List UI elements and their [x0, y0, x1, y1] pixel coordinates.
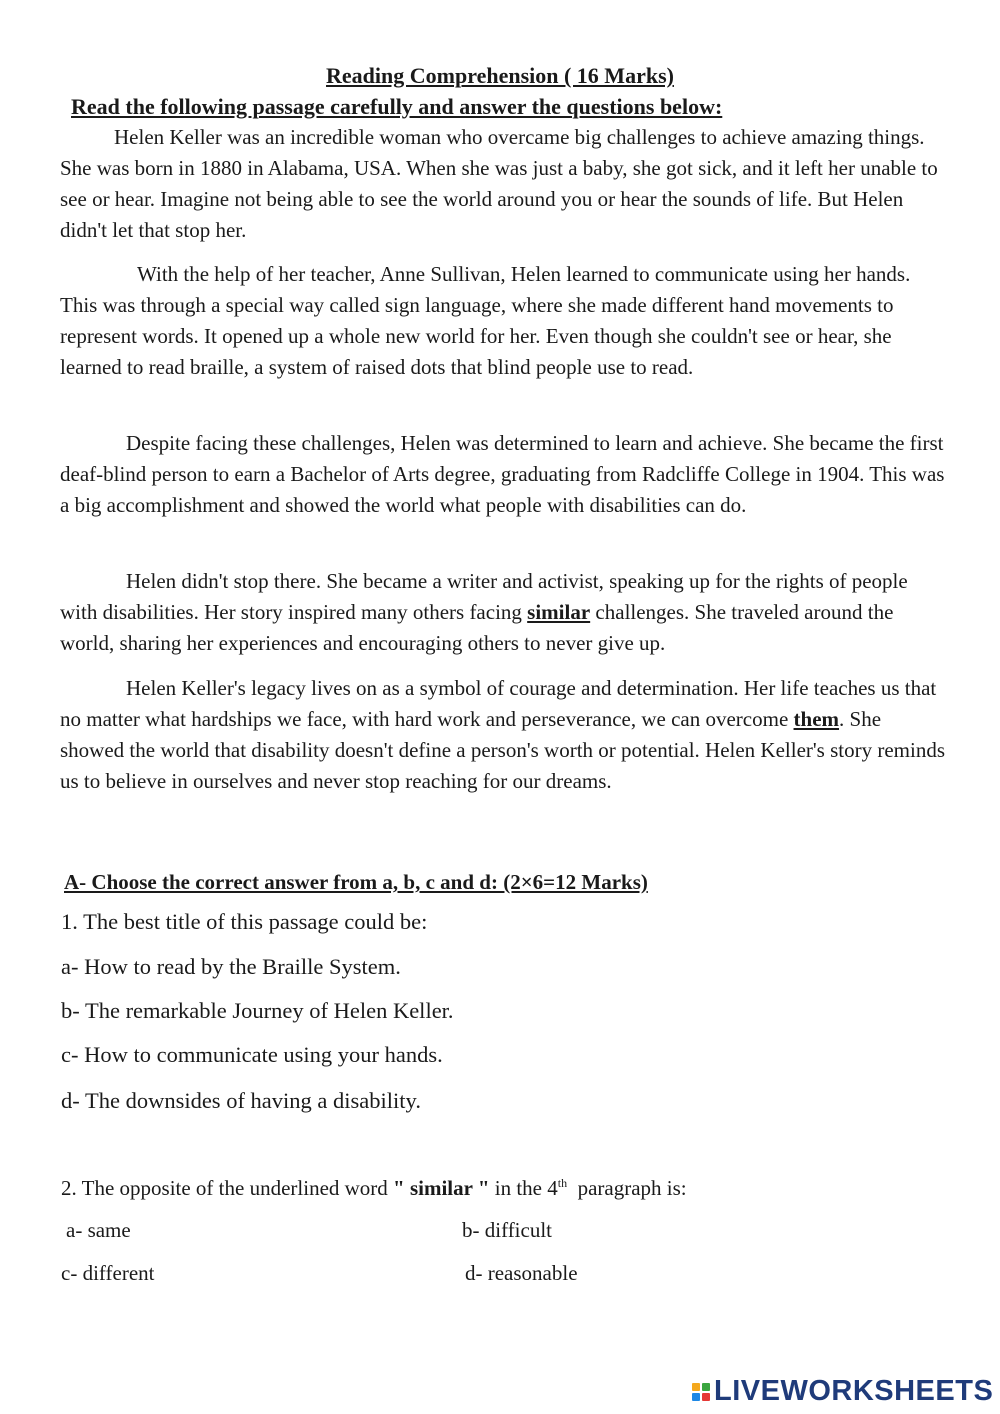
passage-paragraph-1: Helen Keller was an incredible woman who overcame big challenges to achieve amazing things. She was born in 1880 in Alabama, USA. When she was just a baby, she got sick, and it left her unable to see or hear. Imagine not being able to see the world around you or hear the sounds of life. But Helen didn't let that stop her. [60, 125, 938, 242]
logo-tile [692, 1383, 700, 1391]
logo-tile [702, 1393, 710, 1401]
question-2 [61, 1173, 687, 1203]
question-1-option-a[interactable]: a- How to read by the Braille System. [61, 954, 401, 979]
section-a-heading: A- Choose the correct answer from a, b, c and d: (2×6=12 Marks) [64, 870, 648, 894]
question-1: 1. The best title of this passage could be: [61, 909, 428, 934]
logo-tile [692, 1393, 700, 1401]
underlined-word-them: them [793, 707, 840, 731]
ordinal-suffix: th [557, 1176, 568, 1190]
question-1-option-d[interactable]: d- The downsides of having a disability. [61, 1088, 421, 1113]
question-1-option-c[interactable]: c- How to communicate using your hands. [61, 1042, 443, 1067]
question-2-middle: in the 4 [489, 1176, 558, 1200]
logo-text: LIVEWORKSHEETS [714, 1374, 994, 1407]
question-2-target-word: " similar " [393, 1176, 490, 1200]
passage-paragraph-5 [60, 673, 945, 797]
question-2-option-b[interactable]: b- difficult [462, 1218, 553, 1242]
paragraph-text: . She showed the world that disability doesn't define a person's worth or potential. Helen Keller's story reminds us to believe in ourselves and never stop reaching for our dreams. [60, 707, 945, 793]
passage-instruction: Read the following passage carefully and answer the questions below: [71, 94, 723, 119]
question-2-suffix: paragraph is: [567, 1176, 687, 1200]
passage-paragraph-2: With the help of her teacher, Anne Sullivan, Helen learned to communicate using her hands. This was through a special way called sign language, where she made different hand movements to represent words. It opened up a whole new world for her. Even though she couldn't see or hear, she learned to read braille, a system of raised dots that blind people use to read. [60, 262, 911, 379]
paragraph-text: Helen didn't stop there. She became a writer and activist, speaking up for the rights of people with disabilities. Her story inspired many others facing [60, 569, 908, 624]
liveworksheets-logo [692, 1374, 993, 1408]
question-2-option-d[interactable]: d- reasonable [465, 1261, 578, 1285]
question-1-option-b[interactable]: b- The remarkable Journey of Helen Keller. [61, 998, 454, 1023]
logo-tile [702, 1383, 710, 1391]
paragraph-text: Helen Keller's legacy lives on as a symbol of courage and determination. Her life teaches us that no matter what hardships we face, with hard work and perseverance, we can overcome [60, 676, 937, 731]
underlined-word-similar: similar [527, 600, 591, 624]
question-2-option-c[interactable]: c- different [61, 1261, 155, 1285]
passage-paragraph-3: Despite facing these challenges, Helen was determined to learn and achieve. She became the first deaf-blind person to earn a Bachelor of Arts degree, graduating from Radcliffe College in 1904. This was a big accomplishment and showed the world what people with disabilities can do. [60, 431, 945, 517]
passage-paragraph-4 [60, 566, 945, 659]
logo-tiles-icon [692, 1383, 710, 1401]
question-2-option-a[interactable]: a- same [66, 1218, 131, 1242]
page-title: Reading Comprehension ( 16 Marks) [326, 63, 674, 88]
paragraph-text: challenges. She traveled around the world, sharing her experiences and encouraging others to never give up. [60, 600, 894, 655]
question-2-prefix: 2. The opposite of the underlined word [61, 1176, 394, 1200]
